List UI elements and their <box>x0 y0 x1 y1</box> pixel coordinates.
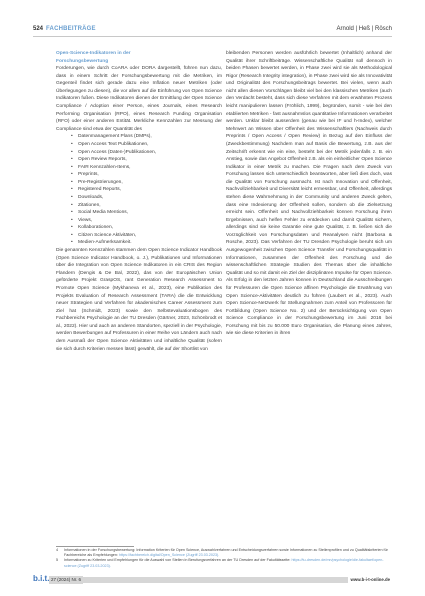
footnote-number: 4 <box>56 548 59 552</box>
journal-logo: b.i.t. <box>33 574 52 584</box>
right-paragraph: bleibenden Personen werden ausführlich bewertet (Inhaltlich) anhand der Qualität ihrer Schriftbeiträge. Wissenschaftliche Qualität soll dennoch in beiden Phasen bewertet werden, in Phase zwei wird sie als Methodological Rigor (Research Integrity integration), in Phase zwei wird sie als Innovativität und Originalität des Forschungsbeitrags bewertet. Bei vielen, wenn auch nicht allen diesen Vorschlägen bleibt viel bei den klassischen Metriken (auch den Verdacht besteht, dass sich diese Verfahren mit dem erwähnten Prozess leicht manipulieren lassen (Fröhlich, 1999), begründen, somit - wie bei den etablierten Metriken - fast ausnahmslos quantitative Informationen verarbeitet werden. Unklar bleibt ausserdem (genau wie bei IF und h-Index), welcher Mehrwert an Wissen über Offenheit des Wissenschaftlers (Nachweis durch Preprints / Open Access / Open Review) in Bezug auf den Einfluss der (Zweckbestimmung) Nachdem man auf Basis die Bewertung, z.B. aus der Zeitschrift erkennt wie ein eine, besteht bei der Metrik jedenfalls z. B. ein Anstieg, sowie das Angebot Offenheit z.B. als ein einheitlicher Open Science Indikator in einer Metrik zu machen. Die Fragen nach dem Zweck von Forschung lassen sich unterschiedlich beantworten, aber ließ dies doch, was die Qualität von Forschung ausmacht. Ist nach Innovation und Offenheit, Nachvollziehbarkeit und Diversität leicht ermessbar, und Offenheit, allerdings stehen diese Wahrnehmung in der Community und anderen Zweck gelten, dass eine Indexierung der Offenheit sollen, sondern ob die Zielsetzung erreicht sein. Offenheit und Nachvollziehbarkeit können Forschung ihren Ergebnissen, auch helfen Fehler zu entdecken und damit Qualität sichern, allerdings sind sie keine Garantie eine gute Qualität, z. B. ließen sich die Vorzüglichkeit von Forschungsdaten und Reanalysen nicht (Barbosa & Rosche, 2023). Das Verfahren der TU Dresden Psychologie beruht sich um Ausgewogenheit zwischen Open Science Transfer und Forschungsqualität in Informationen, zusammen der Offenheit des Forschung und die wissenschaftlichen Strategie Studien des Themas über die inhaltliche Qualität und so mit damit ein Ziel der disziplinären Impulse für Open Science. Als Erfolg in den letzten Jahren können in Deutschland die Ausschreibungen für Professuren die Open Science affinen Psychologie die Erwähnung von Open Science-Aktivitäten deutlich zu führen (Laubert et al., 2023). Auch Open Science-Netzwerk für Stellungnahmen zum Anteil von Professoren für Fortbildung (Open Science No. 2) und der Berücksichtigung von Open Science Compliance in der Forschungsbewertung im Juni 2016 bei Forschung mit bis zu 50.000 Euro Organisation, die Planung eines Jahres, wie sie diese Kriterien in ihren <box>226 51 392 337</box>
section-label: FACHBEITRÄGE <box>46 26 96 32</box>
list-item-label: Datenmanagement Plans (DMPs), <box>78 134 152 140</box>
right-column <box>226 50 392 338</box>
list-item-label: FAIR Kennzahlen-Items, <box>78 164 131 170</box>
footnote <box>56 558 391 568</box>
list-item-label: Preprints, <box>78 172 99 178</box>
list-item <box>71 171 222 179</box>
bullet-icon: • <box>71 194 73 200</box>
page-number: 524 <box>33 26 44 32</box>
publisher-url[interactable]: www.b-i-t-online.de <box>348 576 392 584</box>
list-item <box>71 133 222 141</box>
bullet-icon: • <box>71 149 73 155</box>
section-heading <box>56 50 222 65</box>
bullet-icon: • <box>71 210 73 216</box>
list-item <box>71 239 222 247</box>
bullet-icon: • <box>71 164 73 170</box>
bullet-icon: • <box>71 217 73 223</box>
bullet-icon: • <box>71 232 73 238</box>
bullet-icon: • <box>71 157 73 163</box>
footnote-link[interactable]: https://tu-dresden.de/mn/psychologie/die-fakultaet/open-science (Zugriff 23.03.2023). <box>64 558 384 568</box>
bullet-icon: • <box>71 240 73 246</box>
list-item-label: Views, <box>78 217 93 223</box>
list-item <box>71 141 222 149</box>
bullet-icon: • <box>71 134 73 140</box>
footnote <box>56 548 391 558</box>
left-column <box>56 50 222 353</box>
footnote-text: Informationen in der Forschungsbewertung: Information Kriterien für Open Science, Auswahlverfahren und Entscheidungsverfahren sowie Informationen zu Stellenprofilen und zu Qualitätskriterien für Fachbereiche als Empfehlungen: <box>64 548 388 558</box>
list-item-label: Social Media Mentions, <box>78 210 129 216</box>
footer-bar <box>33 577 392 583</box>
closing-paragraph: Die genannten Kennzahlen stammen dem Open Science Indicator Handbook (Open Science Indicator Handbook, o. J.), Publikationen und Informationen über die Integration von Open Science Indikatoren in ein CRIS des Region Flandern (Dengis & De Bal, 2022), das von der Europäischen Union geförderte Projekt GraspOS, rant Generation Research Assessment to Promote Open Science (Mykhaneva et al., 2023), eine Publikation des Projekts Evaluation of Research Assessment (TARA) die die Entwicklung neuer Strategien und Verfahren für akademisches Career Assessment zum Ziel hat (Schmidt, 2023) sowie den Selbstevaluationsbogen des Fachbereichs Psychologie an der TU Dresden (Gärtner, 2023, Schönbrodt et al., 2022). Hier und auch an anderen Standorten, speziell in der Psychologie, werden Bewerbungen auf Professuren in einer Reihe von Ländern auch nach dem Ausmaß der Open Science Aktivitäten und inhaltliche Qualität (sofern sie sich durch Kriterien messen lässt) gewählt, die auf der Shortlist von <box>56 248 222 352</box>
bullet-icon: • <box>71 141 73 147</box>
list-item-label: Downloads, <box>78 194 104 200</box>
list-item <box>71 164 222 172</box>
bullet-icon: • <box>71 172 73 178</box>
footnotes <box>56 548 391 569</box>
list-item <box>71 224 222 232</box>
running-authors: Arnold | Heß | Rösch <box>336 26 392 32</box>
footnote-link[interactable]: https://fachbereich.digital/Open_Science (Zugriff 23.03.2023). <box>118 553 220 558</box>
list-item-label: Open Review Reports, <box>78 157 127 163</box>
list-item <box>71 202 222 210</box>
page-header <box>33 26 392 36</box>
bullet-icon: • <box>71 225 73 231</box>
list-item <box>71 209 222 217</box>
list-item <box>71 179 222 187</box>
header-rule <box>33 36 392 37</box>
section-heading-line-1: Open-Science-Indikatoren in der <box>56 51 131 56</box>
list-item-label: Registered Reports, <box>78 187 122 193</box>
bullet-icon: • <box>71 202 73 208</box>
list-item <box>71 149 222 157</box>
list-item <box>71 156 222 164</box>
footnote-rule <box>56 546 134 547</box>
list-item <box>71 186 222 194</box>
footnote-number: 5 <box>56 558 59 563</box>
list-item-label: Open Access (Daten-)Publikationen, <box>78 149 157 155</box>
intro-paragraph: Forderungen, wie durch CoARA oder DORA dargestellt, führen nun dazu, dass in einem Schritt der Forschungsbewertung mit die Metriken, im Gegenteil findet sich gerade dazu eine Inflation neuer Metriken (oder Überlegungen zu diesen), die vor allem auf die Einführung von Open Science Indikatoren fußen. Diese Indikatoren dienen der Ermittlung der Open Science Compliance / Adoption einer Person, eines Journals, eines Research Performing Organisation (RPO), eines Research Funding Organisation (RFO) oder einer anderen Entität. Merkliche Kennzahlen zur Messung der Compliance sind etwa der Quantität des <box>56 66 222 132</box>
bullet-icon: • <box>71 187 73 193</box>
list-item-label: Pre-Registrierungen, <box>78 179 123 185</box>
list-item-label: Zitationen, <box>78 202 101 208</box>
section-heading-line-2: Forschungsbewertung <box>56 58 109 64</box>
journal-issue: 27 (2024) Nr. 6 <box>51 577 82 582</box>
list-item-label: Kollaborationen, <box>78 225 114 231</box>
list-item-label: Citizen Science Aktivitäten, <box>78 232 137 238</box>
list-item-label: Medien-Aufmerksamkeit. <box>78 240 132 246</box>
bullet-icon: • <box>71 179 73 185</box>
list-item <box>71 194 222 202</box>
footnote-text: Informationen zu Kriterien und Empfehlungen für die Auswahl von Stellen in Berufungsverfahren an der TU Dresden auf der Fakultätsseite: <box>64 558 292 563</box>
list-item-label: Open Access Text Publikationen, <box>78 141 149 147</box>
indicator-list <box>56 133 222 247</box>
list-item <box>71 232 222 240</box>
list-item <box>71 217 222 225</box>
